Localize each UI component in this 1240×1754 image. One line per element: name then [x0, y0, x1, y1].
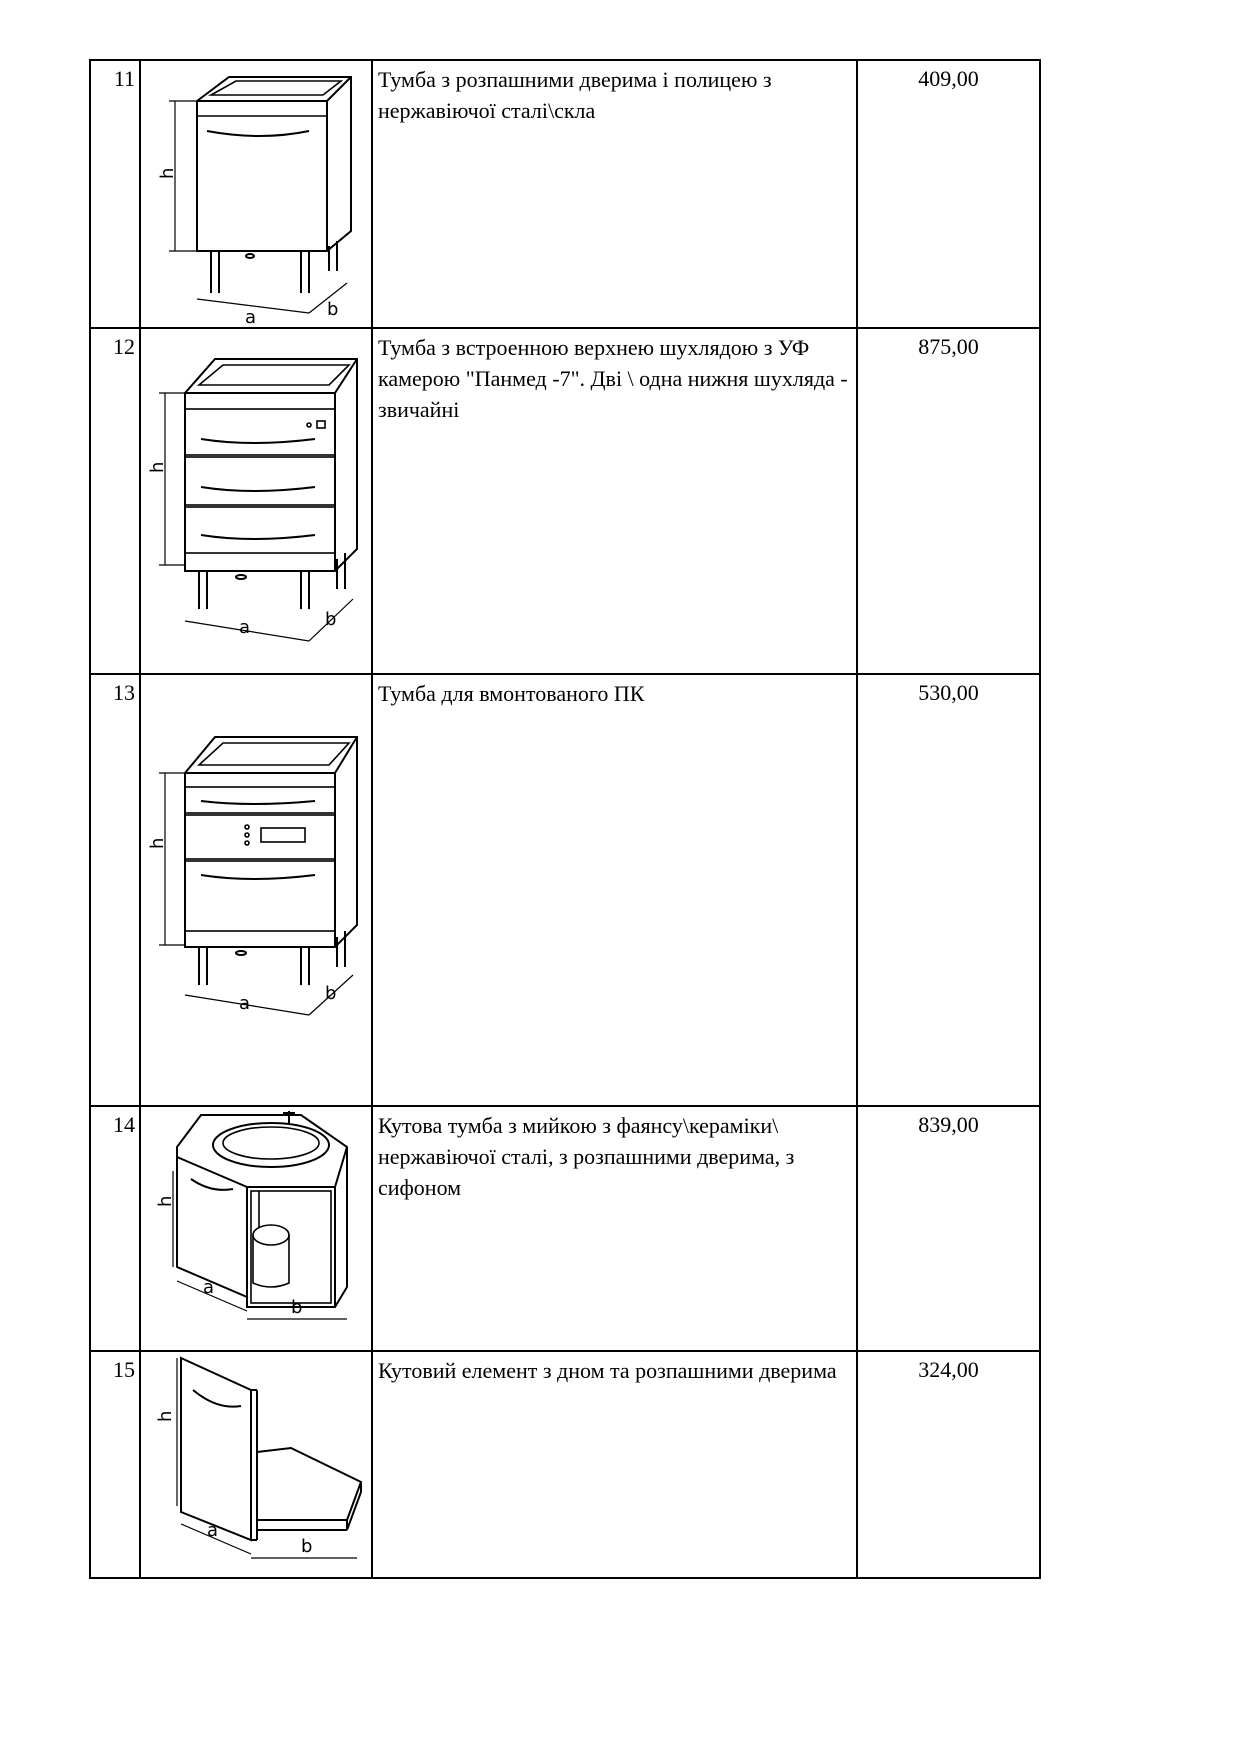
- dim-h-label: h: [147, 461, 168, 473]
- row-number: 15: [90, 1351, 140, 1578]
- dim-b-label: b: [325, 609, 337, 630]
- product-drawing-cell: [140, 328, 372, 674]
- row-number: 13: [90, 674, 140, 1106]
- table-row: [90, 60, 1040, 328]
- table-row: [90, 328, 1040, 674]
- product-drawing-cell: [140, 1351, 372, 1578]
- dim-b-label: b: [327, 299, 339, 320]
- product-drawing-cell: [140, 1106, 372, 1351]
- dim-h-label: h: [155, 1410, 176, 1422]
- dim-a-label: a: [245, 307, 257, 325]
- product-price: 839,00: [857, 1106, 1040, 1351]
- price-table: [89, 59, 1041, 1579]
- product-description: Тумба з розпашними дверима і полицею з нержавіючої сталі\скла: [372, 60, 857, 328]
- dim-a-label: a: [203, 1277, 215, 1298]
- product-drawing-cell: [140, 674, 372, 1106]
- corner-sink-cabinet-drawing: [141, 1107, 371, 1348]
- product-description: Тумба для вмонтованого ПК: [372, 674, 857, 1106]
- table-row: [90, 1106, 1040, 1351]
- product-price: 409,00: [857, 60, 1040, 328]
- cabinet-door-drawing: [141, 61, 371, 325]
- row-number: 14: [90, 1106, 140, 1351]
- dim-b-label: b: [301, 1536, 313, 1557]
- product-drawing-cell: [140, 60, 372, 328]
- product-price: 530,00: [857, 674, 1040, 1106]
- row-number: 12: [90, 328, 140, 674]
- dim-h-label: h: [157, 167, 178, 179]
- product-description: Кутова тумба з мийкою з фаянсу\кераміки\ нержавіючої сталі, з розпашними дверима, з сифоном: [372, 1106, 857, 1351]
- corner-element-drawing: [141, 1352, 371, 1575]
- product-description: Тумба з встроенною верхнею шухлядою з УФ камерою "Панмед -7". Дві \ одна нижня шухляда - звичайні: [372, 328, 857, 674]
- dim-h-label: h: [147, 837, 168, 849]
- product-price: 324,00: [857, 1351, 1040, 1578]
- product-price: 875,00: [857, 328, 1040, 674]
- table-row: [90, 674, 1040, 1106]
- dim-a-label: a: [239, 617, 251, 638]
- table-row: [90, 1351, 1040, 1578]
- dim-a-label: a: [207, 1520, 219, 1541]
- cabinet-pc-drawing: [141, 675, 371, 1103]
- row-number: 11: [90, 60, 140, 328]
- product-description: Кутовий елемент з дном та розпашними дверима: [372, 1351, 857, 1578]
- dim-b-label: b: [291, 1297, 303, 1318]
- dim-a-label: a: [239, 993, 251, 1014]
- dim-b-label: b: [325, 983, 337, 1004]
- dim-h-label: h: [155, 1195, 176, 1207]
- cabinet-drawers-drawing: [141, 329, 371, 671]
